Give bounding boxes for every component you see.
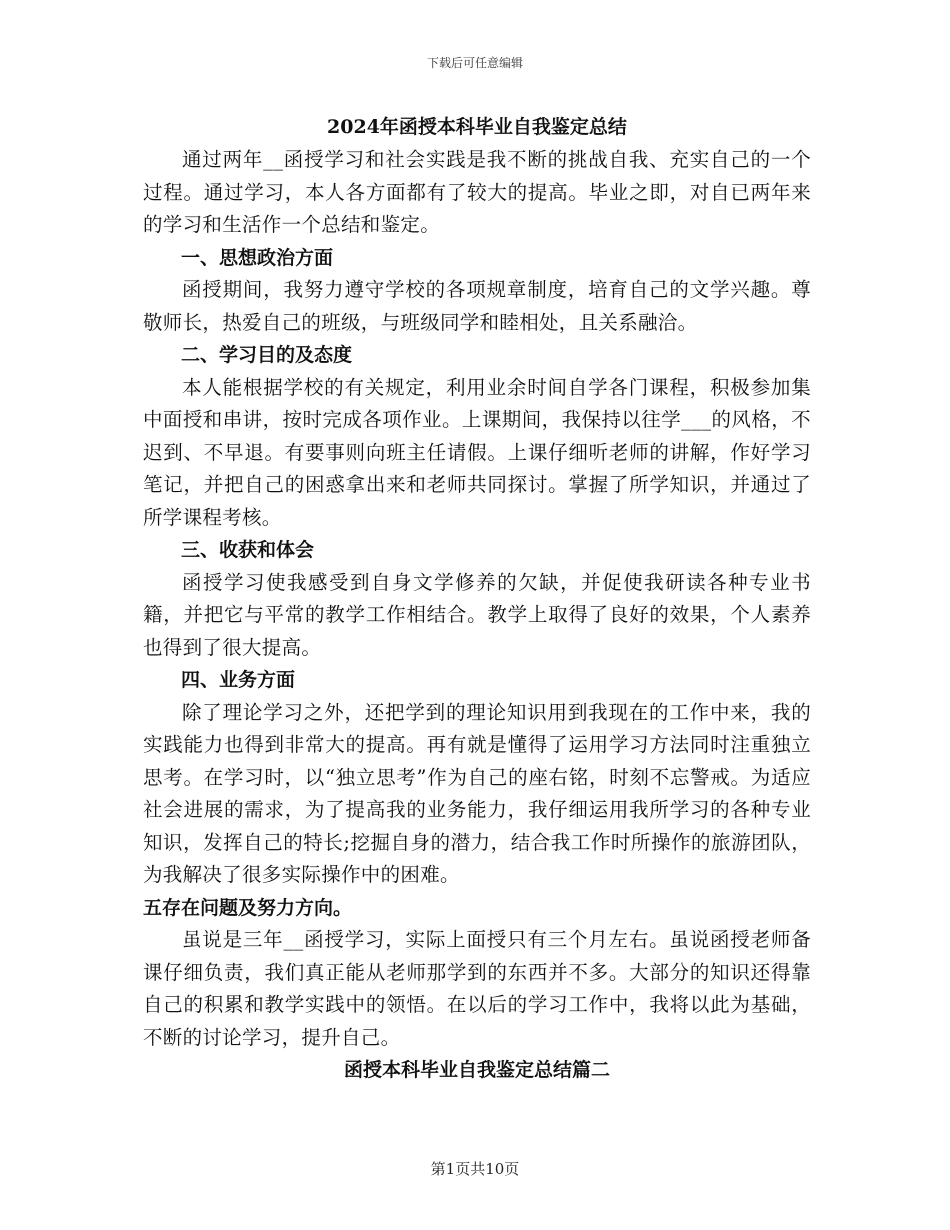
section-heading-4: 四、业务方面 [181,669,296,691]
section-heading-3: 三、收获和体会 [181,539,315,561]
page-header: 下载后可任意编辑 [426,56,523,70]
section-body-3: 函授学习使我感受到自身文学修养的欠缺，并促使我研读各种专业书籍，并把它与平常的教学工作相结合。教学上取得了良好的效果，个人素养也得到了很大提高。 [143,570,811,659]
document-body [143,112,811,1087]
page-footer: 第1页共10页 [430,1160,520,1178]
document-title: 2024年函授本科毕业自我鉴定总结 [327,116,627,138]
section-body-2: 本人能根据学校的有关规定，利用业余时间自学各门课程，积极参加集中面授和串讲，按时完成各项作业。上课期间，我保持以往学___的风格，不迟到、不早退。有要事则向班主任请假。上课仔细听老师的讲解，作好学习笔记，并把自己的困惑拿出来和老师共同探讨。掌握了所学知识，并通过了所学课程考核。 [143,375,811,529]
section-heading-2: 二、学习目的及态度 [181,344,353,366]
section-heading-1: 一、思想政治方面 [181,246,334,269]
section-body-4: 除了理论学习之外，还把学到的理论知识用到我现在的工作中来，我的实践能力也得到非常大的提高。再有就是懂得了运用学习方法同时注重独立思考。在学习时，以“独立思考”作为自己的座右铭，时刻不忘警戒。为适应社会进展的需求，为了提高我的业务能力，我仔细运用我所学习的各种专业知识，发挥自己的特长;挖掘自身的潜力，结合我工作时所操作的旅游团队，为我解决了很多实际操作中的困难。 [143,700,811,886]
intro-paragraph: 通过两年__函授学习和社会实践是我不断的挑战自我、充实自己的一个过程。通过学习，本人各方面都有了较大的提高。毕业之即，对自已两年来的学习和生活作一个总结和鉴定。 [143,148,811,236]
section-heading-5: 五存在问题及努力方向。 [143,896,353,919]
section-body-5: 虽说是三年__函授学习，实际上面授只有三个月左右。虽说函授老师备课仔细负责，我们真正能从老师那学到的东西并不多。大部分的知识还得靠自己的积累和教学实践中的领悟。在以后的学习工作中，我将以此为基础，不断的讨论学习，提升自己。 [143,928,811,1049]
document-subtitle: 函授本科毕业自我鉴定总结篇二 [343,1059,610,1081]
section-body-1: 函授期间，我努力遵守学校的各项规章制度，培育自己的文学兴趣。尊敬师长，热爱自己的班级，与班级同学和睦相处，且关系融洽。 [143,278,811,334]
